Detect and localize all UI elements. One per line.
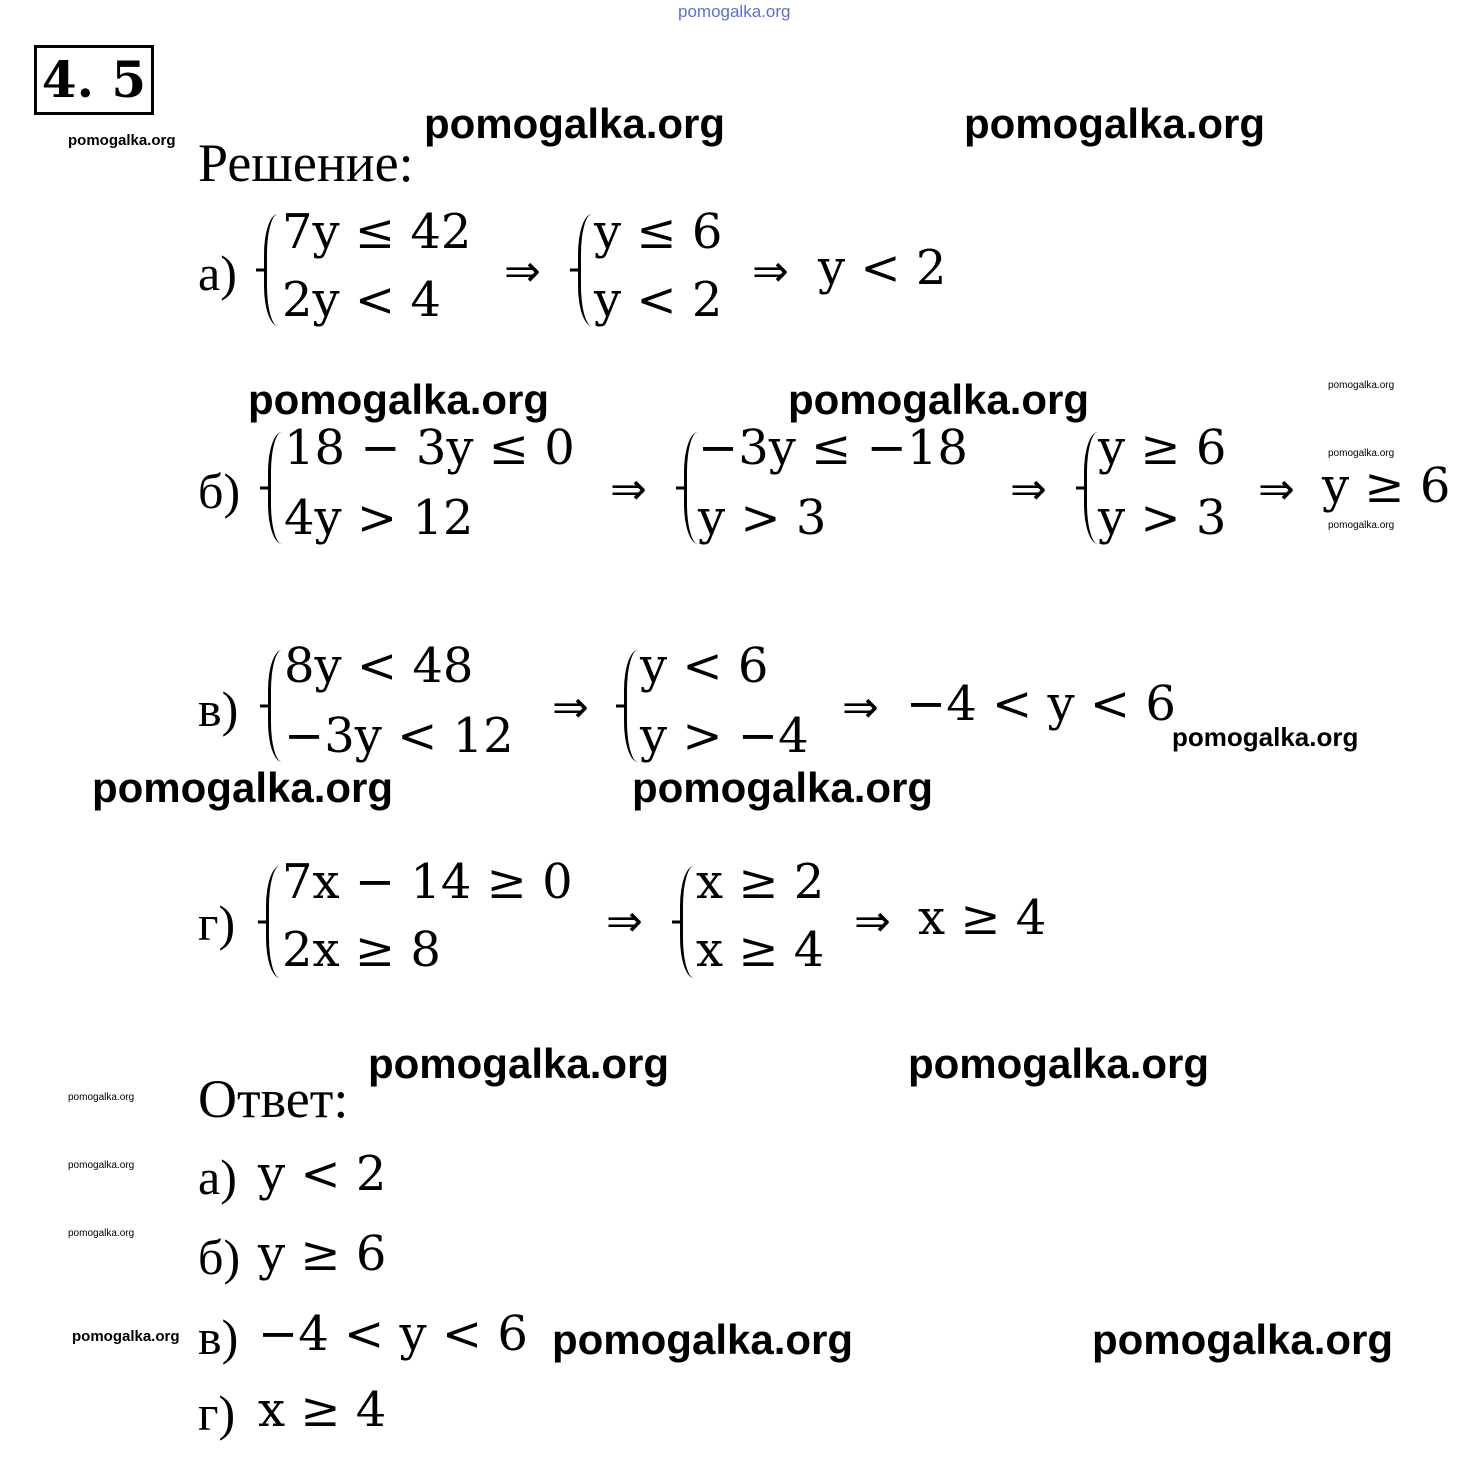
problem-number: 4. 5 [34,45,154,115]
watermark-top: pomogalka.org [678,2,791,21]
watermark: pomogalka.org [1328,448,1395,459]
part-b-sys3-line2: y > 3 [1098,490,1227,546]
implies-arrow: ⇒ [610,464,647,515]
watermark: pomogalka.org [368,1040,670,1087]
brace [264,214,279,326]
brace [268,432,283,544]
brace [680,866,695,978]
part-g-sys1-line2: 2x ≥ 8 [282,922,441,978]
part-a-sys1-line2: 2y < 4 [282,272,441,328]
part-a-sys2-line2: y < 2 [594,272,723,328]
part-v-result: −4 < y < 6 [906,676,1176,732]
part-b-sys1-line2: 4y > 12 [284,490,474,546]
part-v-sys2-line2: y > −4 [640,708,809,764]
brace [266,866,281,978]
watermark: pomogalka.org [1328,380,1395,391]
part-b-label: б) [198,463,241,519]
watermark: pomogalka.org [964,100,1266,147]
part-a-label: а) [198,245,237,301]
part-g-sys2-line2: x ≥ 4 [696,922,825,978]
answer-a-label: а) [198,1149,237,1205]
implies-arrow: ⇒ [606,896,643,947]
part-v-sys1-line2: −3y < 12 [284,708,514,764]
part-g-sys2-line1: x ≥ 2 [696,854,825,910]
watermark: pomogalka.org [424,100,726,147]
watermark: pomogalka.org [908,1040,1210,1087]
answer-v-value: −4 < y < 6 [258,1306,528,1362]
part-g-label: г) [198,895,236,951]
implies-arrow: ⇒ [842,682,879,733]
watermark: pomogalka.org [552,1316,854,1363]
brace [624,650,639,762]
implies-arrow: ⇒ [752,246,789,297]
implies-arrow: ⇒ [854,896,891,947]
watermark: pomogalka.org [68,1160,135,1171]
watermark: pomogalka.org [1328,520,1395,531]
watermark: pomogalka.org [1092,1316,1394,1363]
part-v-sys1-line1: 8y < 48 [284,638,474,694]
part-b-sys3-line1: y ≥ 6 [1098,420,1227,476]
part-b-result: y ≥ 6 [1322,458,1451,514]
brace [578,214,593,326]
part-b-sys2-line2: y > 3 [698,490,827,546]
implies-arrow: ⇒ [1010,464,1047,515]
answer-v-label: в) [198,1309,239,1365]
part-b-sys1-line1: 18 − 3y ≤ 0 [284,420,575,476]
watermark: pomogalka.org [788,376,1090,423]
brace [684,432,699,544]
watermark: pomogalka.org [1172,722,1359,752]
implies-arrow: ⇒ [504,246,541,297]
answer-b-value: y ≥ 6 [258,1226,387,1282]
brace [1084,432,1099,544]
brace [268,650,283,762]
answer-a-value: y < 2 [258,1146,387,1202]
watermark: pomogalka.org [68,1092,135,1103]
answer-b-label: б) [198,1229,241,1285]
watermark: pomogalka.org [68,132,176,149]
part-g-result: x ≥ 4 [918,890,1047,946]
part-a-sys1-line1: 7y ≤ 42 [282,204,472,260]
solution-heading: Решение: [198,133,414,193]
watermark: pomogalka.org [68,1228,135,1239]
part-a-result: y < 2 [818,240,947,296]
part-g-sys1-line1: 7x − 14 ≥ 0 [282,854,573,910]
part-b-sys2-line1: −3y ≤ −18 [698,420,968,476]
answer-heading: Ответ: [198,1069,349,1129]
part-v-sys2-line1: y < 6 [640,638,769,694]
watermark: pomogalka.org [92,764,394,811]
answer-g-value: x ≥ 4 [258,1382,387,1438]
watermark: pomogalka.org [72,1328,180,1345]
answer-g-label: г) [198,1385,236,1441]
implies-arrow: ⇒ [552,682,589,733]
watermark: pomogalka.org [632,764,934,811]
part-v-label: в) [198,681,239,737]
implies-arrow: ⇒ [1258,464,1295,515]
part-a-sys2-line1: y ≤ 6 [594,204,723,260]
watermark: pomogalka.org [248,376,550,423]
